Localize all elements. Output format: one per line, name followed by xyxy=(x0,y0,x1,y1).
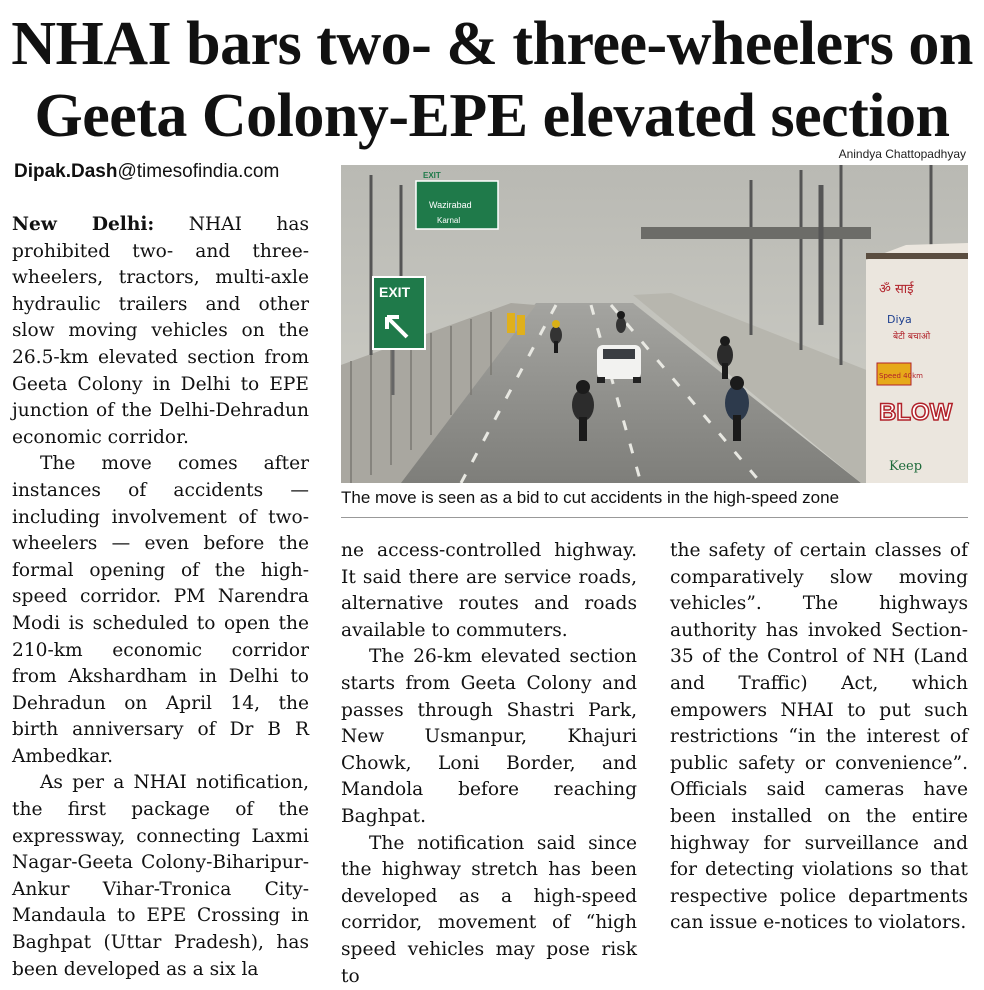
wazirabad-label: Wazirabad xyxy=(429,200,472,210)
truck-speed-text: Speed 40km xyxy=(879,372,923,380)
paragraph-1-text: NHAI has prohibited two- and three-wheelers, tractors, multi-axle hydraulic trailers and other slow moving vehicles on the 26.5-km elevated section from Geeta Colony in Delhi to EPE junction of the Delhi-Dehradun economic corridor. xyxy=(12,214,309,448)
byline-domain: @timesofindia.com xyxy=(117,161,280,182)
article-column-2 xyxy=(341,538,637,990)
article-column-1 xyxy=(12,212,309,983)
byline xyxy=(14,161,279,183)
paragraph-4: The 26-km elevated section starts from Geeta Colony and passes through Shastri Park, New Usmanpur, Khajuri Chowk, Loni Border, and Mandola before reaching Baghpat. xyxy=(341,646,637,827)
article-column-3 xyxy=(670,538,968,937)
white-car xyxy=(597,345,641,383)
paragraph-1 xyxy=(12,212,309,451)
paragraph-5-part-1: The notification said since the highway stretch has been developed as a high-speed corridor, movement of “high speed vehicles may pose risk to xyxy=(341,832,637,987)
truck-beti-text: बेटी बचाओ xyxy=(893,332,931,342)
exit-sign-label: EXIT xyxy=(379,284,411,300)
paragraph-5-part-2: the safety of certain classes of comparatively slow moving vehicles”. The highways authority has invoked Section-35 of the Control of NH (Land and Traffic) Act, which empowers NHAI to put such restrictions “in the interest of public safety or convenience”. Officials said cameras have been installed on the entire highway for surveillance and for detecting violations so that respective police departments can issue e-notices to violators. xyxy=(670,540,968,934)
caption-divider xyxy=(341,517,968,518)
paragraph-3-part-2: ne access-controlled highway. It said there are service roads, alternative routes and roads available to commuters. xyxy=(341,540,637,641)
headline-line-2: Geeta Colony-EPE elevated section xyxy=(34,82,950,150)
headline xyxy=(0,8,984,152)
dateline: New Delhi: xyxy=(12,214,155,235)
truck xyxy=(866,243,968,483)
photo-credit: Anindya Chattopadhyay xyxy=(838,147,966,161)
motorcycle-rider-5 xyxy=(616,311,626,333)
karnal-label: Karnal xyxy=(437,216,461,225)
truck-keep-text: Keep xyxy=(889,459,923,474)
truck-blow-text: BLOW xyxy=(879,399,953,426)
overhead-exit-label: EXIT xyxy=(423,171,441,180)
truck-diya-text: Diya xyxy=(887,313,912,326)
byline-author: Dipak.Dash xyxy=(14,161,118,182)
paragraph-2: The move comes after instances of accidents — including involvement of two-wheelers — even before the formal opening of the high-speed corridor. PM Narendra Modi is scheduled to open the 210-km economic corridor from Akshardham in Delhi to Dehradun on April 14, the birth anniversary of Dr B R Ambedkar. xyxy=(12,453,309,767)
paragraph-3-part-1: As per a NHAI notification, the first package of the expressway, connecting Laxmi Nagar-Geeta Colony-Biharipur-Ankur Vihar-Tronica City-Mandaula to EPE Crossing in Baghpat (Uttar Pradesh), has been developed as a six la xyxy=(12,772,309,980)
highway-photo-illustration xyxy=(341,165,968,483)
truck-om-text: ॐ साई xyxy=(879,282,914,297)
headline-line-1: NHAI bars two- & three-wheelers on xyxy=(11,10,973,78)
photo-caption: The move is seen as a bid to cut accidents in the high-speed zone xyxy=(341,488,840,507)
news-photo xyxy=(341,165,968,483)
